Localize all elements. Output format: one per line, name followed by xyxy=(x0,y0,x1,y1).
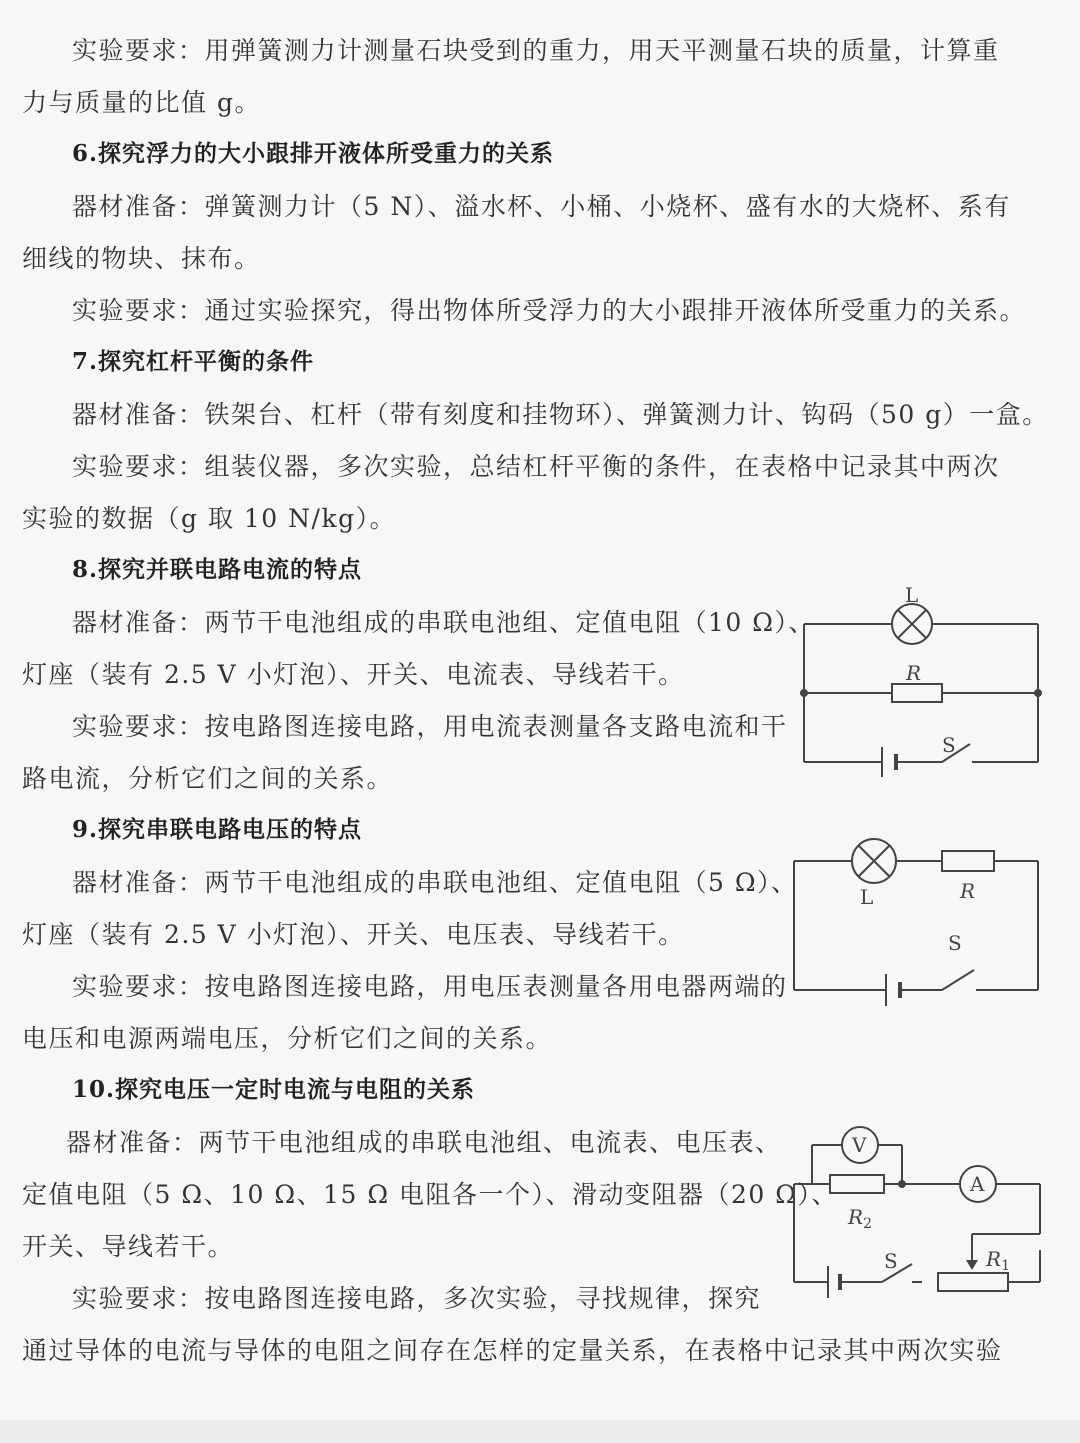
slider-arrow-icon xyxy=(966,1260,978,1270)
text-line: 器材准备：弹簧测力计（5 N）、溢水杯、小桶、小烧杯、盛有水的大烧杯、系有 xyxy=(72,192,1011,221)
text-line: 器材准备：铁架台、杠杆（带有刻度和挂物环）、弹簧测力计、钩码（50 g）一盒。 xyxy=(72,400,1049,429)
bottom-margin xyxy=(0,1420,1080,1443)
junction-dot xyxy=(1035,690,1041,696)
text-line: 实验要求：按电路图连接电路，用电压表测量各用电器两端的 xyxy=(72,972,788,1001)
resistor-r2-icon xyxy=(830,1175,884,1193)
text-line: 开关、导线若干。 xyxy=(22,1232,235,1261)
rheostat-r1-icon xyxy=(938,1273,1008,1291)
section-7-heading: 7.探究杠杆平衡的条件 xyxy=(72,348,315,375)
text-line: 实验的数据（g 取 10 N/kg）。 xyxy=(22,504,397,533)
resistor-icon xyxy=(892,684,942,702)
text-line: 通过导体的电流与导体的电阻之间存在怎样的定量关系，在表格中记录其中两次实验 xyxy=(22,1336,1003,1365)
text-line: 实验要求：通过实验探究，得出物体所受浮力的大小跟排开液体所受重力的关系。 xyxy=(72,296,1027,325)
text-line: 器材准备：两节干电池组成的串联电池组、电流表、电压表、 xyxy=(66,1128,782,1157)
text-line: 器材准备：两节干电池组成的串联电池组、定值电阻（5 Ω）、 xyxy=(72,868,798,897)
parallel-circuit-diagram xyxy=(790,580,1050,790)
voltmeter-label: V xyxy=(852,1133,867,1157)
switch-label: S xyxy=(884,1249,898,1273)
lamp-label: L xyxy=(860,885,874,909)
junction-dot xyxy=(899,1181,905,1187)
text-line: 电压和电源两端电压，分析它们之间的关系。 xyxy=(22,1024,553,1053)
resistor-label: R xyxy=(960,879,976,903)
r1-letter: R xyxy=(986,1247,1002,1271)
r1-subscript: 1 xyxy=(1001,1258,1010,1274)
ammeter-label: A xyxy=(970,1172,985,1196)
switch-label: S xyxy=(948,931,962,955)
text-line: 细线的物块、抹布。 xyxy=(22,244,261,273)
r2-label xyxy=(847,1205,872,1232)
section-9-heading: 9.探究串联电路电压的特点 xyxy=(72,816,363,843)
text-line: 实验要求：用弹簧测力计测量石块受到的重力，用天平测量石块的质量，计算重 xyxy=(72,36,1000,65)
text-line: 灯座（装有 2.5 V 小灯泡）、开关、电流表、导线若干。 xyxy=(22,660,685,689)
junction-dot xyxy=(801,690,807,696)
resistor-icon xyxy=(942,851,994,871)
text-line: 器材准备：两节干电池组成的串联电池组、定值电阻（10 Ω）、 xyxy=(72,608,815,637)
text-line: 实验要求：按电路图连接电路，多次实验，寻找规律，探究 xyxy=(72,1284,762,1313)
text-line: 路电流，分析它们之间的关系。 xyxy=(22,764,394,793)
lamp-label: L xyxy=(905,583,919,607)
text-line: 定值电阻（5 Ω、10 Ω、15 Ω 电阻各一个）、滑动变阻器（20 Ω）、 xyxy=(22,1180,838,1209)
text-line: 实验要求：按电路图连接电路，用电流表测量各支路电流和干 xyxy=(72,712,788,741)
r2-letter: R xyxy=(848,1205,864,1229)
switch-label: S xyxy=(942,733,956,757)
switch-icon xyxy=(942,970,974,990)
series-circuit-diagram xyxy=(790,840,1050,1010)
section-10-heading: 10.探究电压一定时电流与电阻的关系 xyxy=(72,1076,476,1103)
section-8-heading: 8.探究并联电路电流的特点 xyxy=(72,556,363,583)
resistor-label: R xyxy=(906,661,922,685)
text-line: 力与质量的比值 g。 xyxy=(22,88,261,117)
r1-label xyxy=(985,1247,1010,1274)
section-6-heading: 6.探究浮力的大小跟排开液体所受重力的关系 xyxy=(72,140,555,167)
voltage-current-resistance-diagram xyxy=(790,1120,1050,1305)
text-line: 灯座（装有 2.5 V 小灯泡）、开关、电压表、导线若干。 xyxy=(22,920,685,949)
text-line: 实验要求：组装仪器，多次实验，总结杠杆平衡的条件，在表格中记录其中两次 xyxy=(72,452,1000,481)
r2-subscript: 2 xyxy=(863,1216,872,1232)
